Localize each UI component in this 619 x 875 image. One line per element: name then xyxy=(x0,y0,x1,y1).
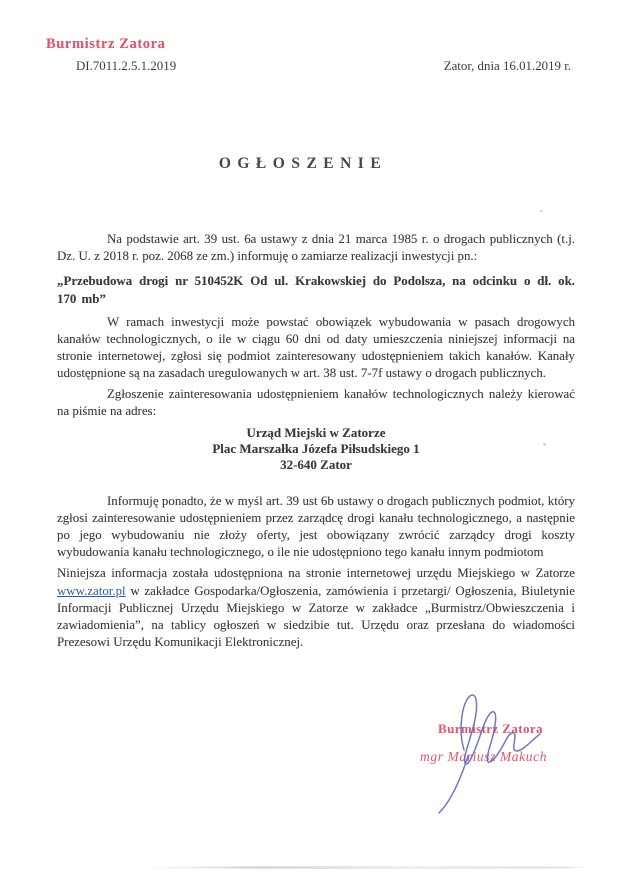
paragraph-legal-basis: Na podstawie art. 39 ust. 6a ustawy z dnia 21 marca 1985 r. o drogach publicznych (t.j. Dz. U. z 2018 r. poz. 2068 ze zm.) informuję o zamiarze realizacji inwestycji pn.: xyxy=(57,232,575,264)
paragraph-technological-channels: W ramach inwestycji może powstać obowiązek wybudowania w pasach drogowych kanałów technologicznych, o ile w ciągu 60 dni od daty umieszczenia niniejszej informacji na stronie internetowej, zgłosi się podmiot zainteresowany udostępnieniem takich kanałów. Kanały udostępnione są na zasadach uregulowanych w art. 38 ust. 7-7f ustawy o drogach publicznych. xyxy=(57,314,575,381)
project-title: „Przebudowa drogi nr 510452K Od ul. Krakowskiej do Podolsza, na odcinku o dł. ok. 170 mb” xyxy=(57,274,575,306)
signature-stamp-name: mgr Mariusz Makuch xyxy=(420,749,548,764)
publication-text-after-link: w zakładce Gospodarka/Ogłoszenia, zamówienia i przetargi/ Ogłoszenia, Biuletynie Informacji Publicznej Urzędu Miejskiego w Zatorze w zakładce „Burmistrz/Obwieszczenia i zawiadomienia”, na tablicy ogłoszeń w siedzibie tut. Urzędu oraz przesłana do wiadomości Prezesowi Urzędu Komunikacji Elektronicznej. xyxy=(57,583,575,650)
paragraph-publication-info xyxy=(57,565,575,651)
place-date-line: Zator, dnia 16.01.2019 r. xyxy=(443,59,571,73)
website-link[interactable]: www.zator.pl xyxy=(57,583,126,598)
address-block xyxy=(57,425,575,474)
sender-stamp: Burmistrz Zatora xyxy=(46,36,166,52)
scan-speck xyxy=(543,443,546,446)
scan-edge-shadow xyxy=(140,866,590,869)
document-body xyxy=(57,231,575,651)
reference-number: DI.7011.2.5.1.2019 xyxy=(76,59,177,73)
signature-stamp-title: Burmistrz Zatora xyxy=(438,721,543,736)
address-line-city: 32-640 Zator xyxy=(280,457,352,473)
signature-block xyxy=(392,686,602,836)
page-title: OGŁOSZENIE xyxy=(218,155,388,172)
publication-text-before-link: Niniejsza informacja została udostępniona na stronie internetowej urzędu Miejskiego w Zatorze xyxy=(57,566,575,581)
paragraph-submission-info: Zgłoszenie zainteresowania udostępnieniem kanałów technologicznych należy kierować na piśmie na adres: xyxy=(57,386,575,418)
paragraph-cost-obligation: Informuję ponadto, że w myśl art. 39 ust 6b ustawy o drogach publicznych podmiot, który zgłosi zainteresowanie udostępnieniem przez zarządcę drogi kanału technologicznego, a następnie po jego wybudowaniu nie złoży oferty, jest obowiązany zwrócić zarządcy drogi koszty wybudowania kanału technologicznego, o ile nie udostępniono tego kanału innym podmiotom xyxy=(57,493,575,560)
address-line-street: Plac Marszałka Józefa Piłsudskiego 1 xyxy=(212,441,420,457)
address-line-office: Urząd Miejski w Zatorze xyxy=(246,425,386,441)
handwritten-signature xyxy=(392,686,592,826)
scan-speck xyxy=(540,210,543,212)
